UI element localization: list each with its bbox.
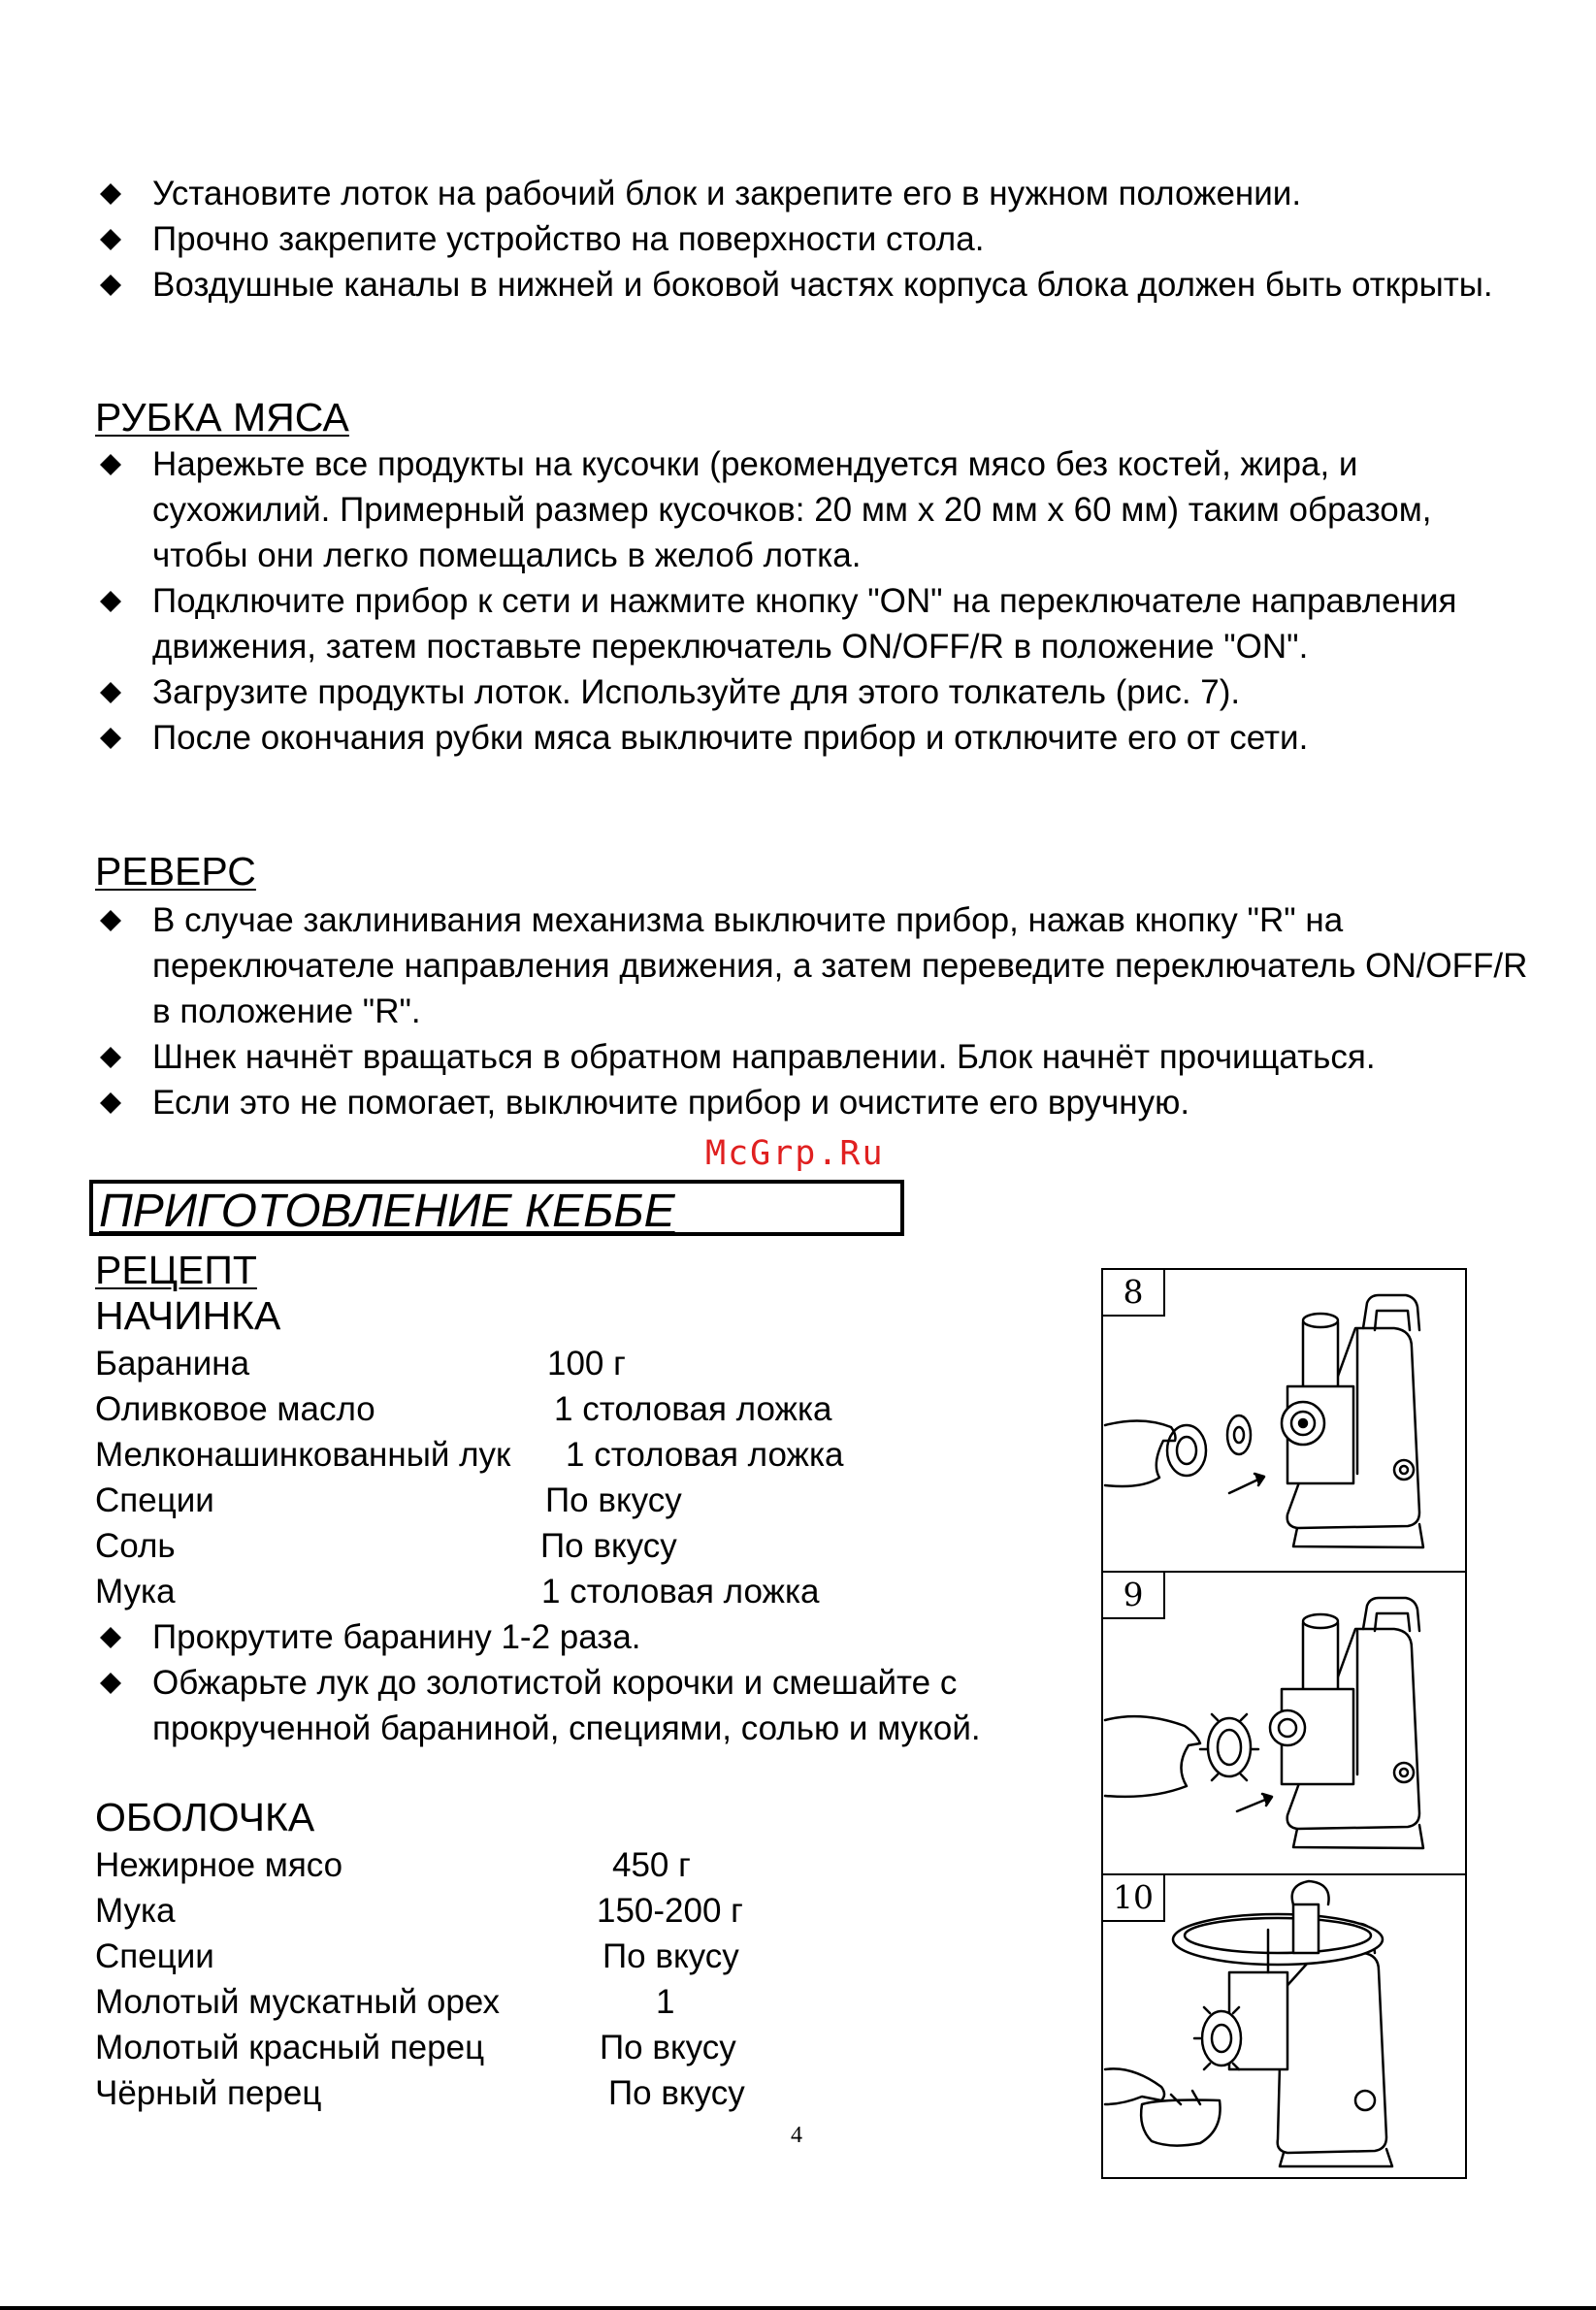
filling-label: НАЧИНКА	[95, 1293, 281, 1338]
ingredient-qty: По вкусу	[600, 2029, 736, 2066]
diamond-bullet-icon	[100, 591, 121, 612]
ingredient-name: Оливковое масло	[95, 1390, 375, 1428]
list-item: Воздушные каналы в нижней и боковой частях корпуса блока должен быть открыты.	[95, 262, 1531, 308]
ingredient-qty: 1	[656, 1983, 675, 2021]
diamond-bullet-icon	[100, 682, 121, 703]
ingredient-name: Мука	[95, 1892, 176, 1930]
ingredient-qty: 150-200 г	[597, 1892, 743, 1930]
diamond-bullet-icon	[100, 183, 121, 205]
figure-number: 8	[1103, 1270, 1165, 1317]
list-item: После окончания рубки мяса выключите прибор и отключите его от сети.	[95, 715, 1531, 761]
filling-steps-list	[95, 1614, 1075, 1751]
shell-label: ОБОЛОЧКА	[95, 1795, 315, 1839]
ingredient-name: Молотый мускатный орех	[95, 1983, 500, 2021]
recipe-label: РЕЦЕПТ	[95, 1248, 257, 1292]
diamond-bullet-icon	[100, 728, 121, 749]
list-item: Шнек начнёт вращаться в обратном направлении. Блок начнёт прочищаться.	[95, 1034, 1531, 1080]
ingredient-name: Нежирное мясо	[95, 1846, 343, 1884]
ingredient-qty: 450 г	[612, 1846, 691, 1884]
ingredient-qty: 100 г	[547, 1345, 626, 1383]
ingredient-qty: 1 столовая ложка	[554, 1390, 832, 1428]
list-item: Прочно закрепите устройство на поверхности стола.	[95, 216, 1531, 262]
list-item: Загрузите продукты лоток. Используйте для этого толкатель (рис. 7).	[95, 669, 1531, 715]
diamond-bullet-icon	[100, 1092, 121, 1114]
list-item: Если это не помогает, выключите прибор и очистите его вручную.	[95, 1080, 1531, 1125]
meat-bullet-list	[95, 441, 1531, 761]
figure-8	[1103, 1270, 1465, 1573]
figure-number: 9	[1103, 1573, 1165, 1619]
kebbe-title-box	[89, 1180, 904, 1236]
kebbe-title: ПРИГОТОВЛЕНИЕ КЕББЕ	[99, 1186, 675, 1237]
diamond-bullet-icon	[100, 1673, 121, 1694]
ingredient-qty: По вкусу	[603, 1937, 739, 1975]
figure-10	[1103, 1875, 1465, 2177]
ingredient-name: Чёрный перец	[95, 2074, 322, 2112]
ingredient-name: Молотый красный перец	[95, 2029, 485, 2066]
figure-number: 10	[1103, 1875, 1165, 1922]
ingredient-name: Специи	[95, 1481, 214, 1519]
figures-column	[1101, 1268, 1467, 2179]
watermark: McGrp.Ru	[705, 1134, 885, 1173]
reverse-section-heading: РЕВЕРС	[95, 849, 256, 894]
diamond-bullet-icon	[100, 1627, 121, 1648]
diamond-bullet-icon	[100, 229, 121, 250]
list-item: Подключите прибор к сети и нажмите кнопку "ON" на переключателе направления движения, затем поставьте переключатель ON/OFF/R в положение "ON".	[95, 578, 1531, 669]
ingredient-qty: По вкусу	[608, 2074, 745, 2112]
page-bottom-rule	[0, 2306, 1596, 2310]
ingredient-name: Мука	[95, 1573, 176, 1610]
diamond-bullet-icon	[100, 1047, 121, 1068]
meat-section-heading: РУБКА МЯСА	[95, 395, 349, 439]
list-item: Обжарьте лук до золотистой корочки и смешайте с прокрученной бараниной, специями, солью и мукой.	[95, 1660, 1075, 1751]
list-item: Нарежьте все продукты на кусочки (рекомендуется мясо без костей, жира, и сухожилий. Примерный размер кусочков: 20 мм x 20 мм x 60 мм) таким образом, чтобы они легко помещались в желоб лотка.	[95, 441, 1531, 578]
ingredient-name: Специи	[95, 1937, 214, 1975]
list-item: Установите лоток на рабочий блок и закрепите его в нужном положении.	[95, 171, 1531, 216]
ingredient-qty: 1 столовая ложка	[541, 1573, 820, 1610]
figure-9	[1103, 1573, 1465, 1875]
ingredient-name: Соль	[95, 1527, 176, 1565]
reverse-bullet-list	[95, 897, 1531, 1125]
setup-bullet-list	[95, 171, 1531, 308]
diamond-bullet-icon	[100, 275, 121, 296]
ingredient-qty: По вкусу	[545, 1481, 682, 1519]
list-item: Прокрутите баранину 1-2 раза.	[95, 1614, 1075, 1660]
ingredient-name: Мелконашинкованный лук	[95, 1436, 511, 1474]
diamond-bullet-icon	[100, 454, 121, 475]
ingredient-name: Баранина	[95, 1345, 250, 1383]
list-item: В случае заклинивания механизма выключите прибор, нажав кнопку "R" на переключателе направления движения, а затем переведите переключатель ON/OFF/R в положение "R".	[95, 897, 1531, 1034]
ingredient-qty: 1 столовая ложка	[566, 1436, 844, 1474]
page-number: 4	[791, 2123, 802, 2148]
diamond-bullet-icon	[100, 910, 121, 931]
ingredient-qty: По вкусу	[540, 1527, 677, 1565]
